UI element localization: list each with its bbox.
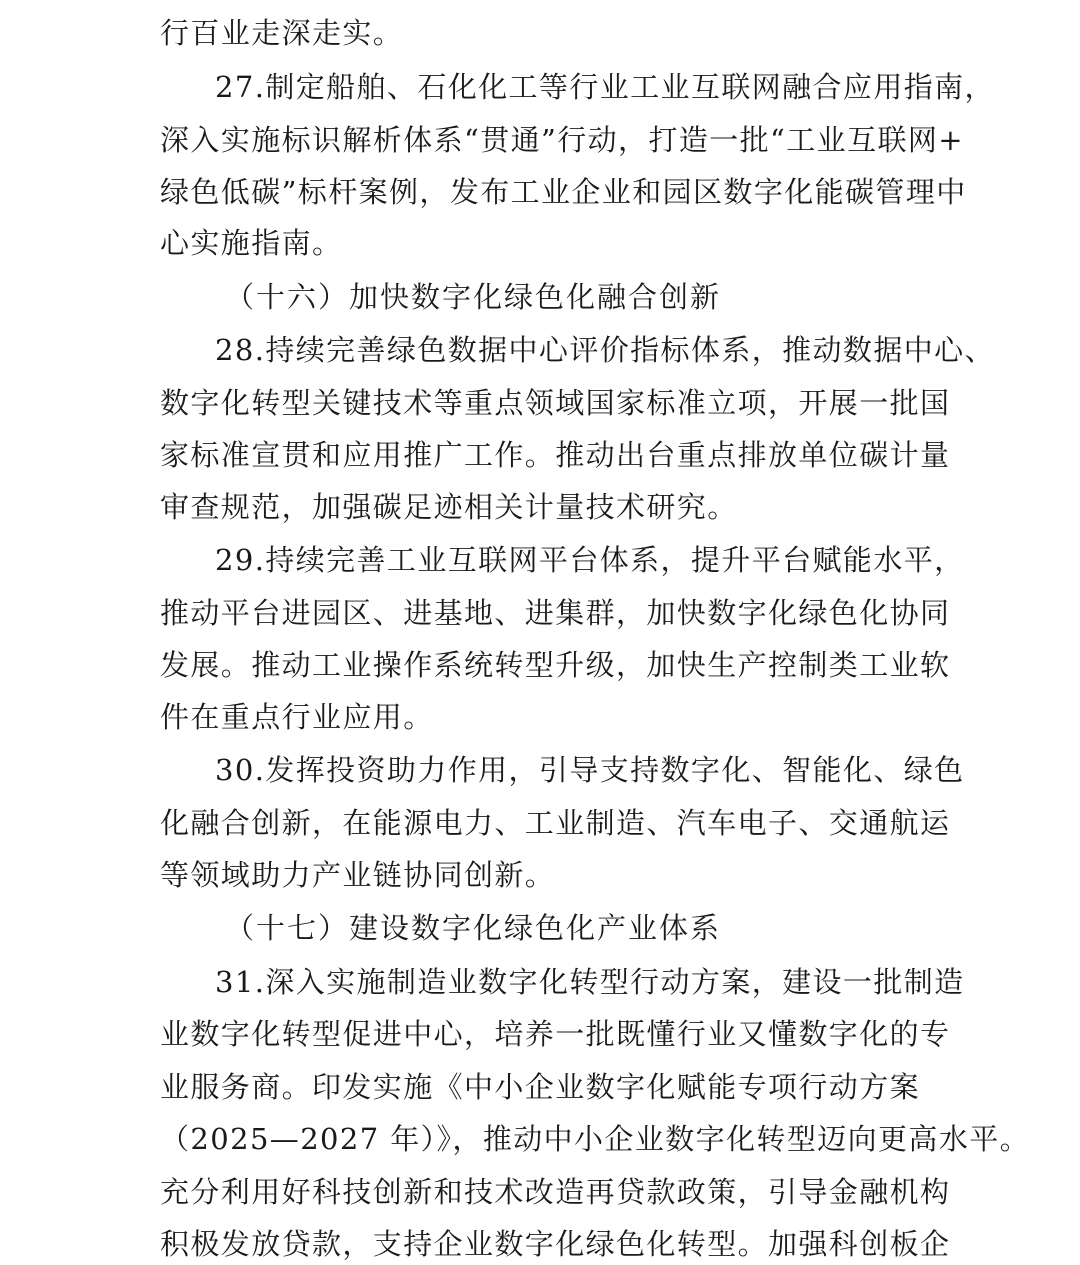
paragraph-31-line-2: 业数字化转型促进中心，培养一批既懂行业又懂数字化的专 — [160, 1017, 951, 1051]
paragraph-27-line-2: 深入实施标识解析体系“贯通”行动，打造一批“工业互联网+ — [160, 123, 964, 157]
paragraph-29-line-4: 件在重点行业应用。 — [160, 700, 434, 734]
paragraph-26-end: 行百业走深走实。 — [160, 16, 404, 50]
paragraph-28-line-3: 家标准宣贯和应用推广工作。推动出台重点排放单位碳计量 — [160, 438, 951, 472]
paragraph-28-line-1: 28.持续完善绿色数据中心评价指标体系，推动数据中心、 — [215, 333, 995, 367]
paragraph-31-line-1: 31.深入实施制造业数字化转型行动方案，建设一批制造 — [215, 965, 965, 999]
paragraph-30-line-1: 30.发挥投资助力作用，引导支持数字化、智能化、绿色 — [215, 753, 965, 787]
paragraph-29-line-1: 29.持续完善工业互联网平台体系，提升平台赋能水平， — [215, 543, 965, 577]
paragraph-28-line-4: 审查规范，加强碳足迹相关计量技术研究。 — [160, 490, 738, 524]
paragraph-31-line-6: 积极发放贷款，支持企业数字化绿色化转型。加强科创板企 — [160, 1227, 951, 1261]
paragraph-27-line-1: 27.制定船舶、石化化工等行业工业互联网融合应用指南， — [215, 70, 995, 104]
paragraph-31-line-4: （2025—2027 年）》，推动中小企业数字化转型迈向更高水平。 — [160, 1122, 1031, 1156]
paragraph-28-line-2: 数字化转型关键技术等重点领域国家标准立项，开展一批国 — [160, 386, 951, 420]
paragraph-29-line-3: 发展。推动工业操作系统转型升级，加快生产控制类工业软 — [160, 648, 951, 682]
paragraph-27-line-4: 心实施指南。 — [160, 226, 343, 260]
paragraph-29-line-2: 推动平台进园区、进基地、进集群，加快数字化绿色化协同 — [160, 596, 951, 630]
paragraph-31-line-5: 充分利用好科技创新和技术改造再贷款政策，引导金融机构 — [160, 1175, 951, 1209]
section-heading-17: （十七）建设数字化绿色化产业体系 — [225, 911, 722, 945]
section-heading-16: （十六）加快数字化绿色化融合创新 — [225, 280, 722, 314]
paragraph-30-line-3: 等领域助力产业链协同创新。 — [160, 858, 556, 892]
paragraph-31-line-3: 业服务商。印发实施《中小企业数字化赋能专项行动方案 — [160, 1070, 921, 1104]
paragraph-30-line-2: 化融合创新，在能源电力、工业制造、汽车电子、交通航运 — [160, 806, 951, 840]
paragraph-27-line-3: 绿色低碳”标杆案例，发布工业企业和园区数字化能碳管理中 — [160, 175, 967, 209]
